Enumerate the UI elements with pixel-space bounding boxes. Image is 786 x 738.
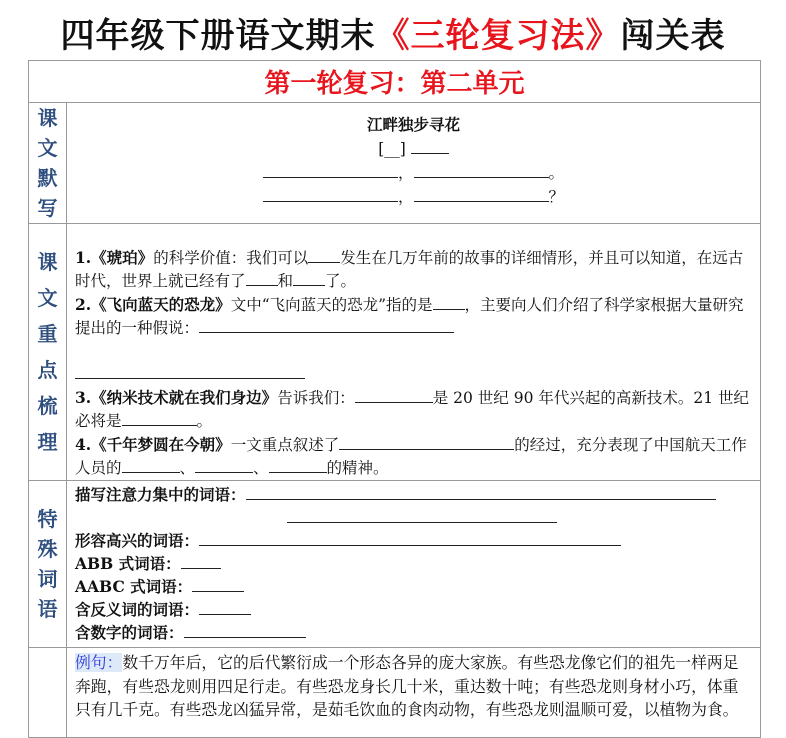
- blank[interactable]: [293, 270, 325, 286]
- dictation-cell: [67, 103, 761, 224]
- word-line-3: ABB 式词语：: [75, 552, 752, 575]
- blank[interactable]: [122, 410, 197, 426]
- row-label-dictation: 课 文 默 写: [29, 103, 67, 224]
- blank[interactable]: [192, 576, 244, 592]
- blank[interactable]: [339, 434, 514, 450]
- word-line-1: 描写注意力集中的词语：: [75, 483, 752, 506]
- word-line-4: AABC 式词语：: [75, 575, 752, 598]
- example-cell: [67, 648, 761, 738]
- word-line-6: 含数字的词语：: [75, 621, 752, 644]
- blank[interactable]: [75, 363, 305, 379]
- word-line-5: 含反义词的词语：: [75, 598, 752, 621]
- row-label-key-points: 课 文 重 点 梳 理: [29, 224, 67, 481]
- blank[interactable]: [246, 484, 716, 500]
- blank[interactable]: [181, 553, 221, 569]
- poem-line-2: ， ？: [75, 185, 752, 209]
- row-label-special-words: 特 殊 词 语: [29, 481, 67, 648]
- item-1: 1.《琥珀》的科学价值：我们可以 发生在几万年前的故事的详细情形，并且可以知道，在远古时代，世界上就已经有了 和 了。: [75, 248, 744, 290]
- poem-title: 江畔独步寻花: [366, 115, 460, 134]
- blank[interactable]: [246, 270, 278, 286]
- blank[interactable]: [199, 530, 621, 546]
- blank[interactable]: [184, 622, 306, 638]
- item-3: 3.《纳米技术就在我们身边》告诉我们： 是 20 世纪 90 年代兴起的高新技术。21 世纪必将是 。: [75, 388, 750, 430]
- key-points-cell: [67, 224, 761, 481]
- blank[interactable]: [195, 457, 253, 473]
- document-title: [0, 8, 786, 57]
- blank[interactable]: [199, 317, 454, 333]
- item-4: 4.《千年梦圆在今朝》一文重点叙述了 的经过，充分表现了中国航天工作人员的 、 、 的精神。: [75, 435, 747, 477]
- special-words-cell: [67, 481, 761, 648]
- word-line-2: 形容高兴的词语：: [75, 529, 752, 552]
- example-label: 例句：: [75, 653, 123, 672]
- blank[interactable]: [287, 507, 557, 523]
- blank[interactable]: [199, 599, 251, 615]
- blank[interactable]: [411, 138, 449, 154]
- poem-line-1: ， 。: [75, 161, 752, 185]
- blank[interactable]: [433, 294, 465, 310]
- poem-author-line: [__]: [75, 137, 752, 161]
- blank[interactable]: [414, 162, 549, 178]
- blank[interactable]: [308, 247, 340, 263]
- title-highlight: 《三轮复习法》: [375, 16, 621, 56]
- blank[interactable]: [263, 162, 398, 178]
- blank[interactable]: [355, 387, 433, 403]
- row-label-empty: [29, 648, 67, 738]
- item-2: 2.《飞向蓝天的恐龙》文中“飞向蓝天的恐龙”指的是 ，主要向人们介绍了科学家根据大量研究提出的一种假说：: [75, 293, 752, 386]
- title-main: 四年级下册语文期末: [60, 16, 376, 56]
- example-text: 数千万年后，它的后代繁衍成一个形态各异的庞大家族。有些恐龙像它们的祖先一样两足奔跑，有些恐龙则用四足行走。有些恐龙身长几十米，重达数十吨；有些恐龙则身材小巧，体重只有几千克。有些恐龙凶猛异常，是茹毛饮血的食肉动物，有些恐龙则温顺可爱，以植物为食。: [75, 653, 739, 719]
- blank[interactable]: [263, 186, 398, 202]
- blank[interactable]: [269, 457, 327, 473]
- section-header: 第一轮复习：第二单元: [29, 61, 761, 103]
- title-end: 闯关表: [620, 16, 726, 56]
- blank[interactable]: [122, 457, 180, 473]
- review-table: [28, 60, 761, 738]
- blank[interactable]: [414, 186, 549, 202]
